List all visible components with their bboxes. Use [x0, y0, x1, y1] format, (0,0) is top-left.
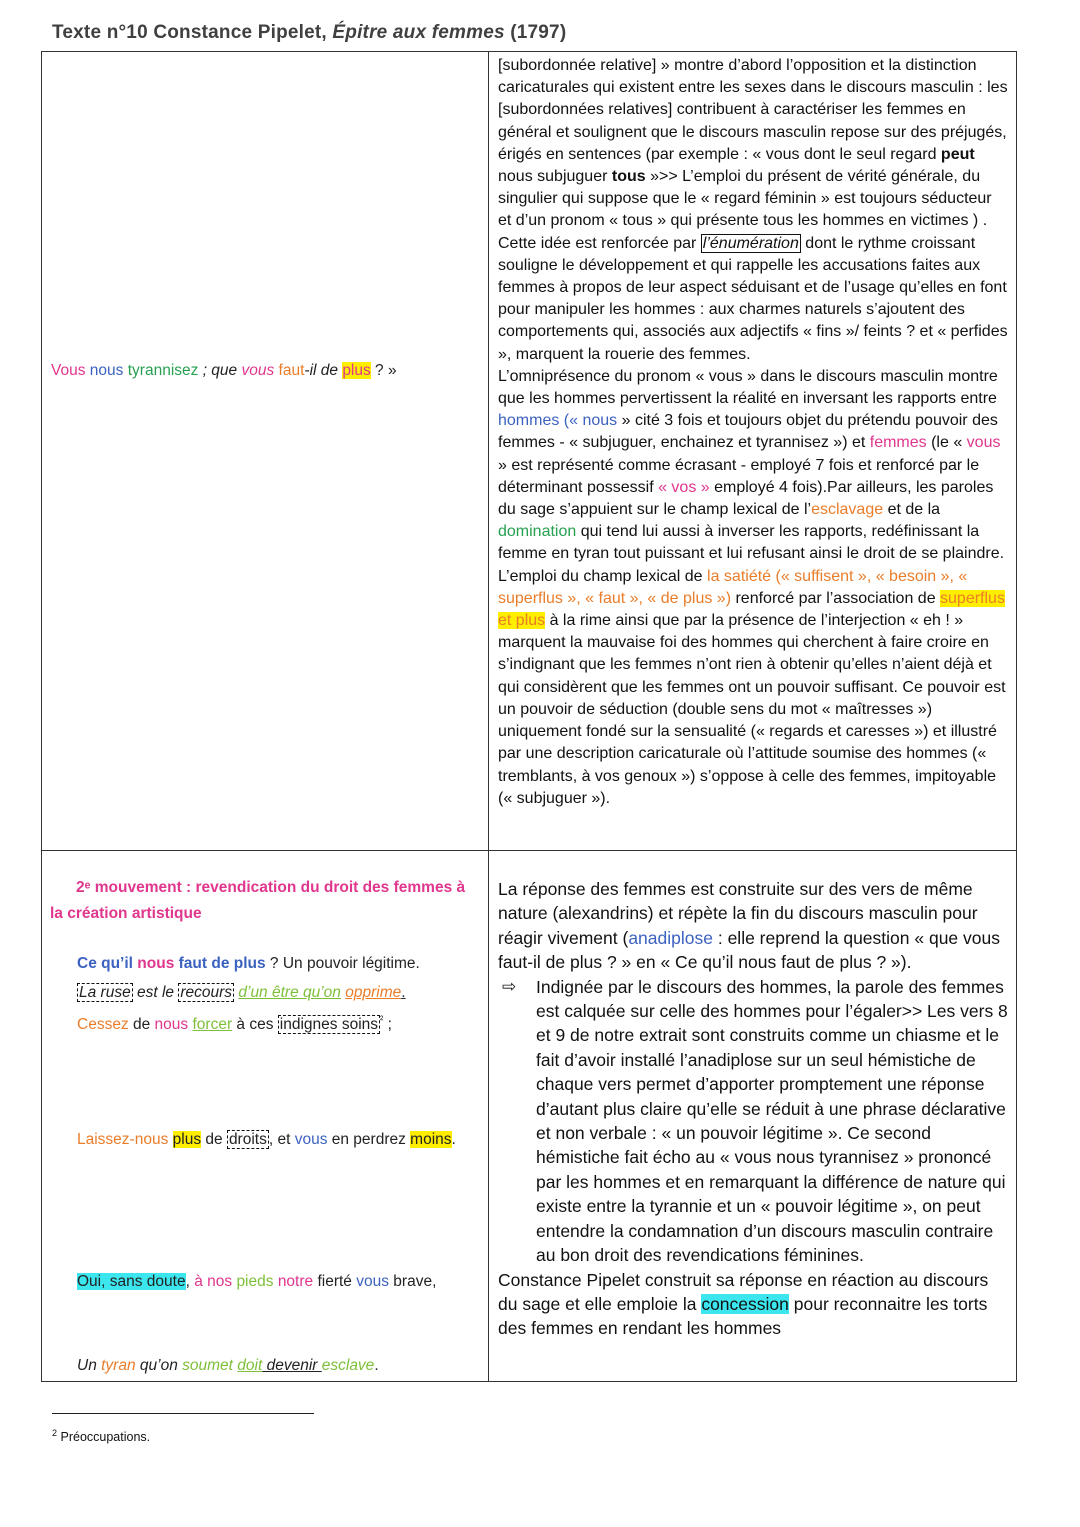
analysis-span: L’omniprésence du pronom « vous » dans le discours masculin montre que les hommes pervertissent la réalité en inversant les rapports entre [498, 367, 998, 408]
verse-word: devenir [262, 1357, 322, 1374]
verse-word: , et [268, 1131, 295, 1148]
analysis-span: nous subjuguer [498, 168, 612, 186]
analysis-span: vous [966, 434, 1001, 452]
verse-line [77, 1015, 392, 1034]
analysis-span: et de la [883, 501, 941, 519]
analysis-span: renforcé par l’association de [731, 589, 941, 607]
verse-word: brave, [388, 1273, 437, 1290]
analysis-span: (« nous [559, 412, 618, 430]
analysis-span: domination [498, 523, 577, 541]
verse-word: opprime [345, 984, 402, 1001]
work-title: Épitre aux femmes [332, 22, 505, 43]
verse-word: tyrannisez [127, 362, 199, 379]
analysis-span: tous [611, 168, 646, 186]
verse-line [51, 362, 397, 380]
analysis-span: « vos » [658, 478, 710, 496]
verse-word: à ces [232, 1016, 278, 1034]
verse-word: Ce qu’il [77, 955, 138, 972]
verse-word: ? Un pouvoir légitime. [265, 955, 420, 972]
title-year: (1797) [504, 22, 567, 43]
boxed-word: indignes soins [279, 1016, 379, 1034]
verse-word: faut de plus [174, 955, 266, 972]
verse-word: . [401, 984, 406, 1001]
verse-word: . [374, 1357, 379, 1374]
verse-line [77, 1357, 379, 1375]
analysis-span: à la rime ainsi que par la présence de l’interjection « eh ! » marquent la mauvaise foi des hommes qui cherchent à faire croire en s’indignant que les femmes n’ont rien à obtenir qu’elles n’aient déjà et qui considèrent que les femmes ont un pouvoir suffisant. Ce pouvoir est un pouvoir de séduction (double sens du mot « maîtresses ») uniquement fondé sur la sensualité (« regards et caresses ») et illustré par une description caricaturale où l’attitude soumise des hommes (« tremblants, à vos genoux ») s’oppose à celle des femmes, impitoyable (« subjuguer »). [498, 612, 1006, 807]
footnote-text: Préoccupations. [57, 1430, 151, 1445]
analysis-span: (le « [926, 434, 967, 452]
title-prefix: Texte n°10 Constance Pipelet, [52, 22, 333, 43]
boxed-word: droits [228, 1131, 267, 1148]
verse-line [77, 984, 406, 1002]
analysis-span: femmes [869, 434, 927, 452]
page-title [52, 22, 566, 44]
verse-word: Oui, sans doute [77, 1273, 186, 1290]
analysis-span: L’emploi du champ lexical de [498, 567, 708, 585]
analysis-span: employé 4 fois).Par ailleurs, les paroles du sage s’appuient sur le champ lexical de l’ [498, 478, 994, 519]
verse-word: forcer [192, 1016, 233, 1034]
verse-word: ? » [370, 362, 397, 379]
arrow-right-icon: ⇨ [502, 976, 517, 996]
verse-word: vous [294, 1131, 328, 1148]
boxed-word: La ruse [79, 984, 131, 1001]
movement-title-text: 2ᵉ mouvement : revendication du droit des femmes à la création artistique [50, 879, 466, 922]
verse-word: . [451, 1131, 456, 1148]
boxed-term: l’énumération [702, 234, 799, 252]
verse-word: Un [77, 1357, 102, 1374]
verse-line [77, 1131, 456, 1149]
verse-word: de [201, 1131, 227, 1148]
verse-word: pieds [236, 1273, 274, 1290]
verse-word: notre [277, 1273, 314, 1290]
footnote-divider [52, 1413, 314, 1414]
verse-word: ; [383, 1016, 392, 1034]
verse-word: ; que [198, 362, 242, 379]
analysis-span: pour reconnaitre les torts des femmes en rendant les hommes [498, 1293, 988, 1339]
verse-word: plus [342, 362, 371, 379]
verse-word: moins [410, 1131, 452, 1148]
analysis-span: Constance Pipelet construit sa réponse en réaction au discours du sage et elle emploie la [498, 1269, 989, 1314]
footnote-number: 2 [52, 1428, 58, 1438]
analysis-span: anadiplose [628, 927, 713, 948]
verse-word: esclave [321, 1357, 375, 1374]
verse-word: , [185, 1273, 195, 1290]
analysis-text [489, 851, 1016, 1359]
movement-title [50, 875, 480, 927]
verse-word: Laissez-nous [77, 1131, 173, 1148]
arrow-list-item [498, 975, 1008, 1268]
verse-word: Cessez [77, 1016, 129, 1034]
analysis-span: Indignée par le discours des hommes, la parole des femmes est calquée sur celle des hommes pour l’égaler>> Les vers 8 et 9 de notre extrait sont construits comme un chiasme et le fait d’avoir installé l’anadiplose sur un seul hémistiche de chaque vers permet d’apporter promptement une réponse d’autant plus claire qu’elle se réduit à une phrase déclarative et non verbale : « un pouvoir légitime ». Ce second hémistiche fait écho au « vous nous tyrannisez » prononcé par les hommes et en remarquant la différence de nature qui existe entre la tyrannie et un « pouvoir légitime », on peut entendre la condamnation d’un discours masculin contraire au bon droit des revendications féminines. [536, 976, 1008, 1266]
verse-cell [42, 851, 489, 1382]
analysis-span: la satiété (« suffisent », « besoin », « superflus », « faut », « de plus ») [498, 567, 968, 607]
verse-word: plus [172, 1131, 202, 1148]
verse-word: de [128, 1016, 155, 1034]
analysis-span: [subordonnée relative] » montre d’abord l’opposition et la distinction caricaturales qui existent entre les sexes dans le discours masculin : les [subordonnées relatives] contribuent à caractériser les femmes en général et soulignent que le discours masculin repose sur des préjugés, érigés en sentences (par exemple : « vous dont le seul regard [498, 57, 1008, 163]
verse-column [42, 52, 488, 850]
verse-word: nous [154, 1016, 189, 1034]
analysis-span: esclavage [811, 501, 884, 519]
analysis-span: hommes [498, 412, 560, 430]
verse-word: nous [137, 955, 175, 972]
analysis-table [41, 51, 1017, 1382]
analysis-span: » cité 3 fois et toujours objet du prétendu pouvoir des femmes - « subjuguer, enchainez et tyrannisez ») et [498, 412, 998, 452]
verse-cell [42, 52, 489, 851]
analysis-span: : elle reprend la question « que vous faut-il de plus ? » en « Ce qu’il nous faut de plus ? »). [498, 927, 1000, 973]
verse-word: fierté [313, 1273, 357, 1290]
verse-word: d’un être qu’on [238, 984, 341, 1001]
analysis-cell [489, 52, 1017, 851]
table-row [42, 851, 1017, 1382]
verse-word: soumet [182, 1357, 233, 1374]
analysis-span: »>> L’emploi du présent de vérité générale, du singulier qui suppose que le « regard féminin » est toujours séducteur et d’un pronom « tous » qui présente tous les hommes en victimes ) . Cette idée est renforcée par [498, 168, 992, 252]
verse-line [77, 1273, 436, 1291]
boxed-word: recours [180, 984, 233, 1001]
analysis-span: superflus et plus [498, 589, 1005, 630]
verse-word: -il de [304, 362, 343, 379]
footnote [52, 1428, 150, 1444]
verse-word: qu’on [135, 1357, 183, 1374]
analysis-text [489, 52, 1016, 816]
analysis-span: peut [940, 145, 975, 163]
analysis-span: qui tend lui aussi à inverser les rapports, redéfinissant la femme en tyran tout puissant et lui refusant ainsi le droit de se plaindre. [498, 523, 1005, 563]
verse-word: faut [278, 362, 305, 379]
verse-word: vous [356, 1273, 389, 1290]
verse-line [77, 955, 420, 973]
table-row [42, 52, 1017, 851]
verse-word: nous [89, 362, 124, 379]
analysis-span: » est représenté comme écrasant - employé 7 fois et renforcé par le déterminant possessif [498, 456, 980, 496]
verse-word: Vous [51, 362, 86, 379]
verse-word: tyran [101, 1357, 136, 1374]
verse-word: en perdrez [327, 1131, 411, 1148]
analysis-span: concession [701, 1293, 789, 1314]
verse-column [42, 851, 488, 1381]
verse-word: vous [241, 362, 275, 379]
verse-word: à nos [194, 1273, 237, 1290]
verse-word: est le [132, 984, 179, 1001]
verse-word: doit [237, 1357, 263, 1374]
analysis-span: dont le rythme croissant souligne le développement et qui rappelle les accusations faites aux femmes à propos de leur aspect séduisant et de l’usage qu’elles en font pour manipuler les hommes : aux charmes naturels s’ajoutent des comportements qui, associés aux adjectifs « fins »/ feints ? et « perfides », marquent la rouerie des femmes. [498, 234, 1008, 363]
footnote-ref: ² [380, 1015, 384, 1026]
analysis-span: La réponse des femmes est construite sur des vers de même nature (alexandrins) et répète la fin du discours masculin pour réagir vivement ( [498, 879, 978, 948]
analysis-cell [489, 851, 1017, 1382]
